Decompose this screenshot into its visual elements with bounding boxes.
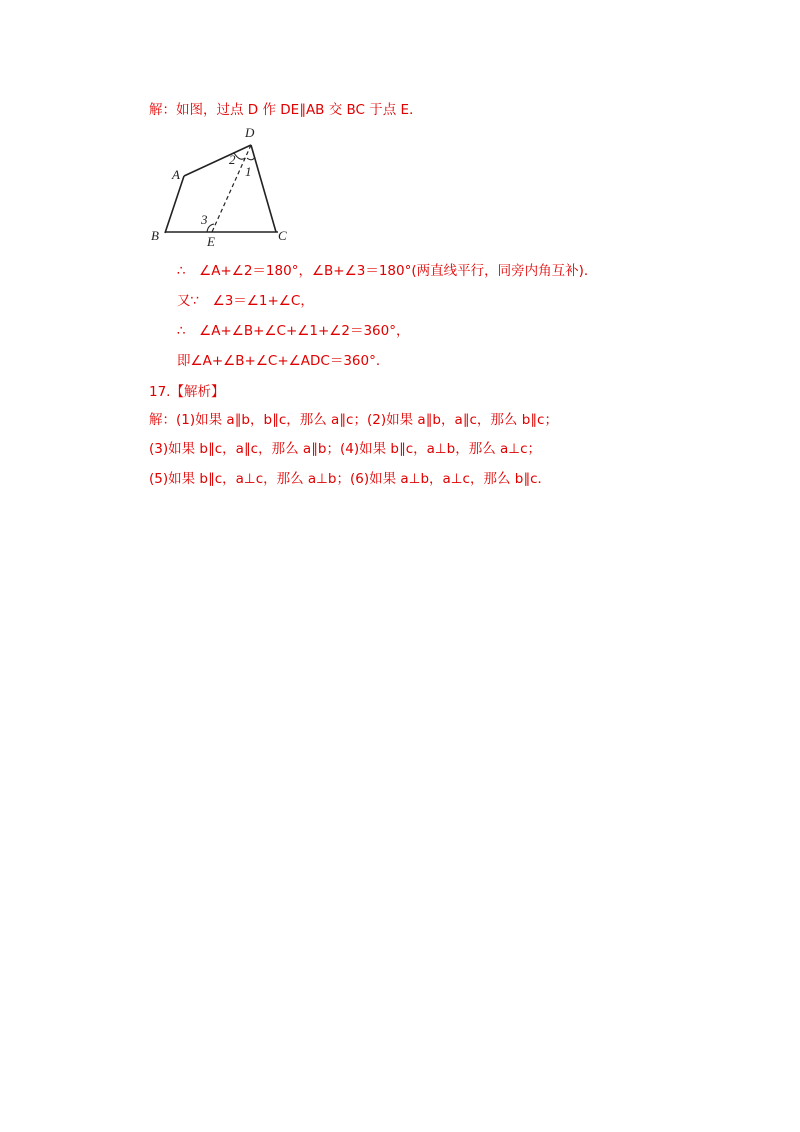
label-angle-3: 3 [201,212,208,227]
q17-line-3: (5)如果 b∥c，a⊥c，那么 a⊥b；(6)如果 a⊥b，a⊥c，那么 b∥c． [149,471,552,487]
proof-line-2: 又∵ ∠3＝∠1+∠C， [177,293,314,309]
label-a: A [172,167,180,182]
label-d: D [245,125,255,140]
label-angle-2: 2 [229,152,236,167]
q17-heading: 17.【解析】 [149,384,225,400]
side-ad [184,145,251,176]
angle-2-arc [234,153,245,159]
q17-line-2: (3)如果 b∥c，a∥c，那么 a∥b；(4)如果 b∥c，a⊥b，那么 a⊥c； [149,441,541,457]
label-angle-1: 1 [245,164,252,179]
proof-line-4: 即∠A+∠B+∠C+∠ADC＝360°． [177,353,390,369]
q17-line-1: 解：(1)如果 a∥b，b∥c，那么 a∥c；(2)如果 a∥b，a∥c，那么 b∥c； [149,412,558,428]
solution-intro: 解：如图，过点 D 作 DE∥AB 交 BC 于点 E． [149,102,423,118]
label-b: B [151,228,159,243]
proof-line-1: ∴ ∠A+∠2＝180°，∠B+∠3＝180°(两直线平行，同旁内角互补)． [177,263,598,279]
label-c: C [278,228,287,243]
figure-svg [148,122,298,248]
quadrilateral-figure [148,122,298,248]
side-ba [165,176,184,233]
proof-line-3: ∴ ∠A+∠B+∠C+∠1+∠2＝360°， [177,323,410,339]
label-e: E [207,234,215,248]
